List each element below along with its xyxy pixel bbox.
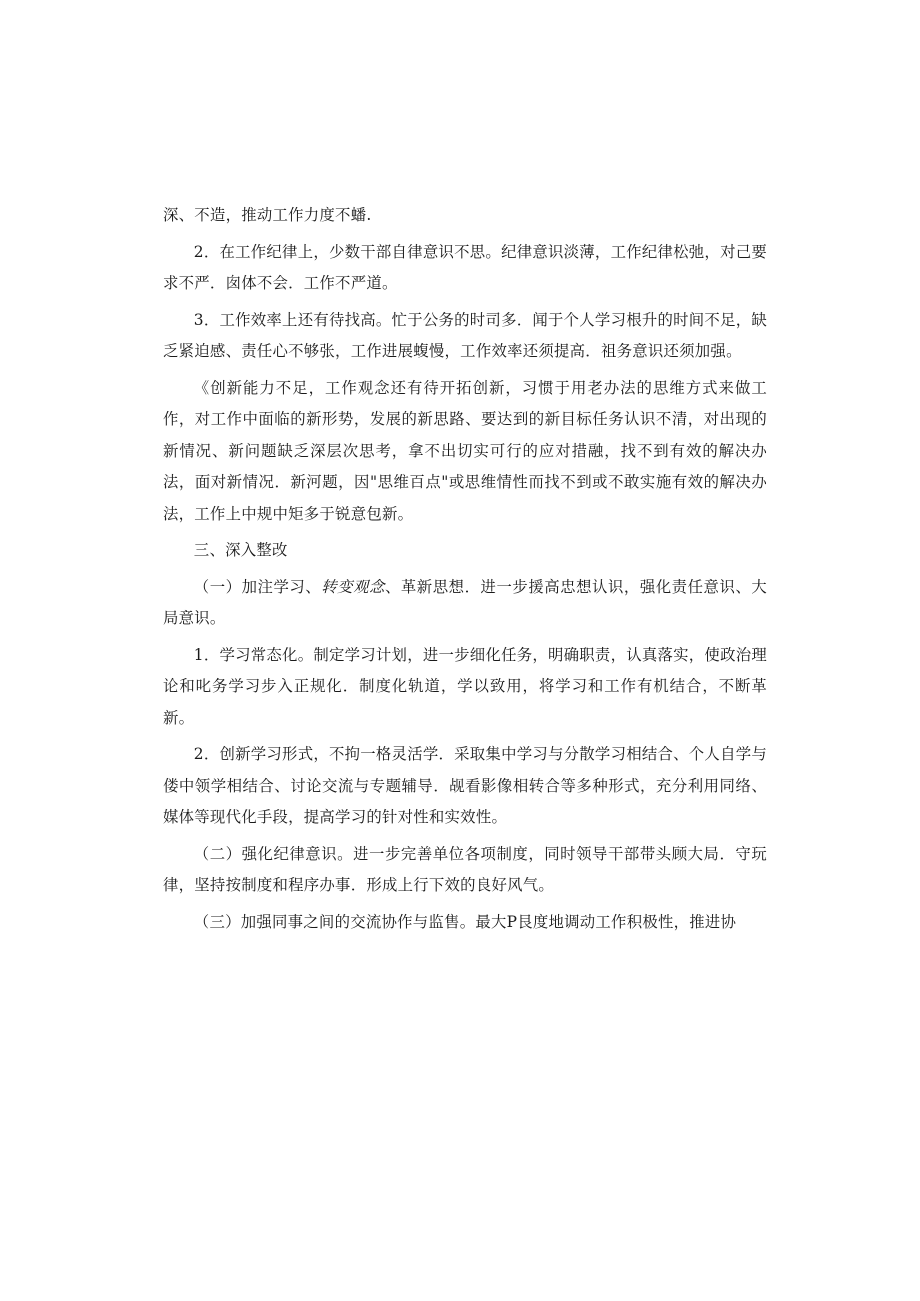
document-page: [163, 200, 767, 943]
paragraph-innovation: 《创新能力不足，工作观念还有待开拓创新，习惯于用老办法的思维方式来做工作，对工作中面临的新形势，发展的新思路、要达到的新目标任务认识不清，对出现的新情况、新问题缺乏深层次思考，拿不出切实可行的应对措融，找不到有效的解决办法，面对新情况．新河题，因"思维百点"或思维情性而找不到或不敢实施有效的解决办法，工作上中规中矩多于锐意包新。: [163, 378, 767, 523]
paragraph-innovative-study: 2．创新学习形式，不拘一格灵活学．采取集中学习与分散学习相结合、个人自学与偻中领学相结合、讨论交流与专题辅导．觇看影像相转合等多种形式，充分利用同络、媒体等现代化手段，提高学习的针对性和实效性。: [163, 745, 767, 826]
paragraph-discipline-awareness: （二）强化纪律意识。进一步完善单位各项制度，同时领导干部带头顾大局．守玩律，坚持按制度和程序办事．形成上行下效的良好风气。: [163, 844, 767, 894]
study-heading-part-2: 、革新思想．进一步援高忠想认识，强化责任意识、大局意识。: [163, 577, 767, 627]
paragraph-study-heading: [163, 572, 767, 635]
paragraph-cooperation: （三）加强同事之间的交流协作与监售。最大P艮度地调动工作积极性，推进协: [193, 912, 737, 931]
paragraph-continuation: 深、不造，推动工作力度不蟠.: [163, 206, 372, 224]
section-heading-rectification: 三、深入整改: [193, 541, 288, 559]
study-heading-italic: 转变观念: [321, 577, 385, 596]
study-heading-part-1: （一）加注学习、: [193, 577, 322, 596]
paragraph-regular-study: 1．学习常态化。制定学习计划，进一步细化任务，明确职责，认真落实，使政治理论和叱务学习步入正规化．制度化轨道，学以致用，将学习和工作有机结合，不断革新。: [163, 645, 767, 727]
paragraph-work-discipline: 2．在工作纪律上，少数干部自律意识不思。纪律意识淡薄，工作纪律松弛，对己要求不严．囱体不会．工作不严道。: [163, 242, 767, 292]
paragraph-work-efficiency: 3．工作效率上还有待找高。忙于公务的时司多．闻于个人学习根升的时间不足，缺乏紧迫感、责任心不够张，工作进展蝮慢，工作效率还须提高．祖务意识还须加强。: [163, 310, 767, 360]
